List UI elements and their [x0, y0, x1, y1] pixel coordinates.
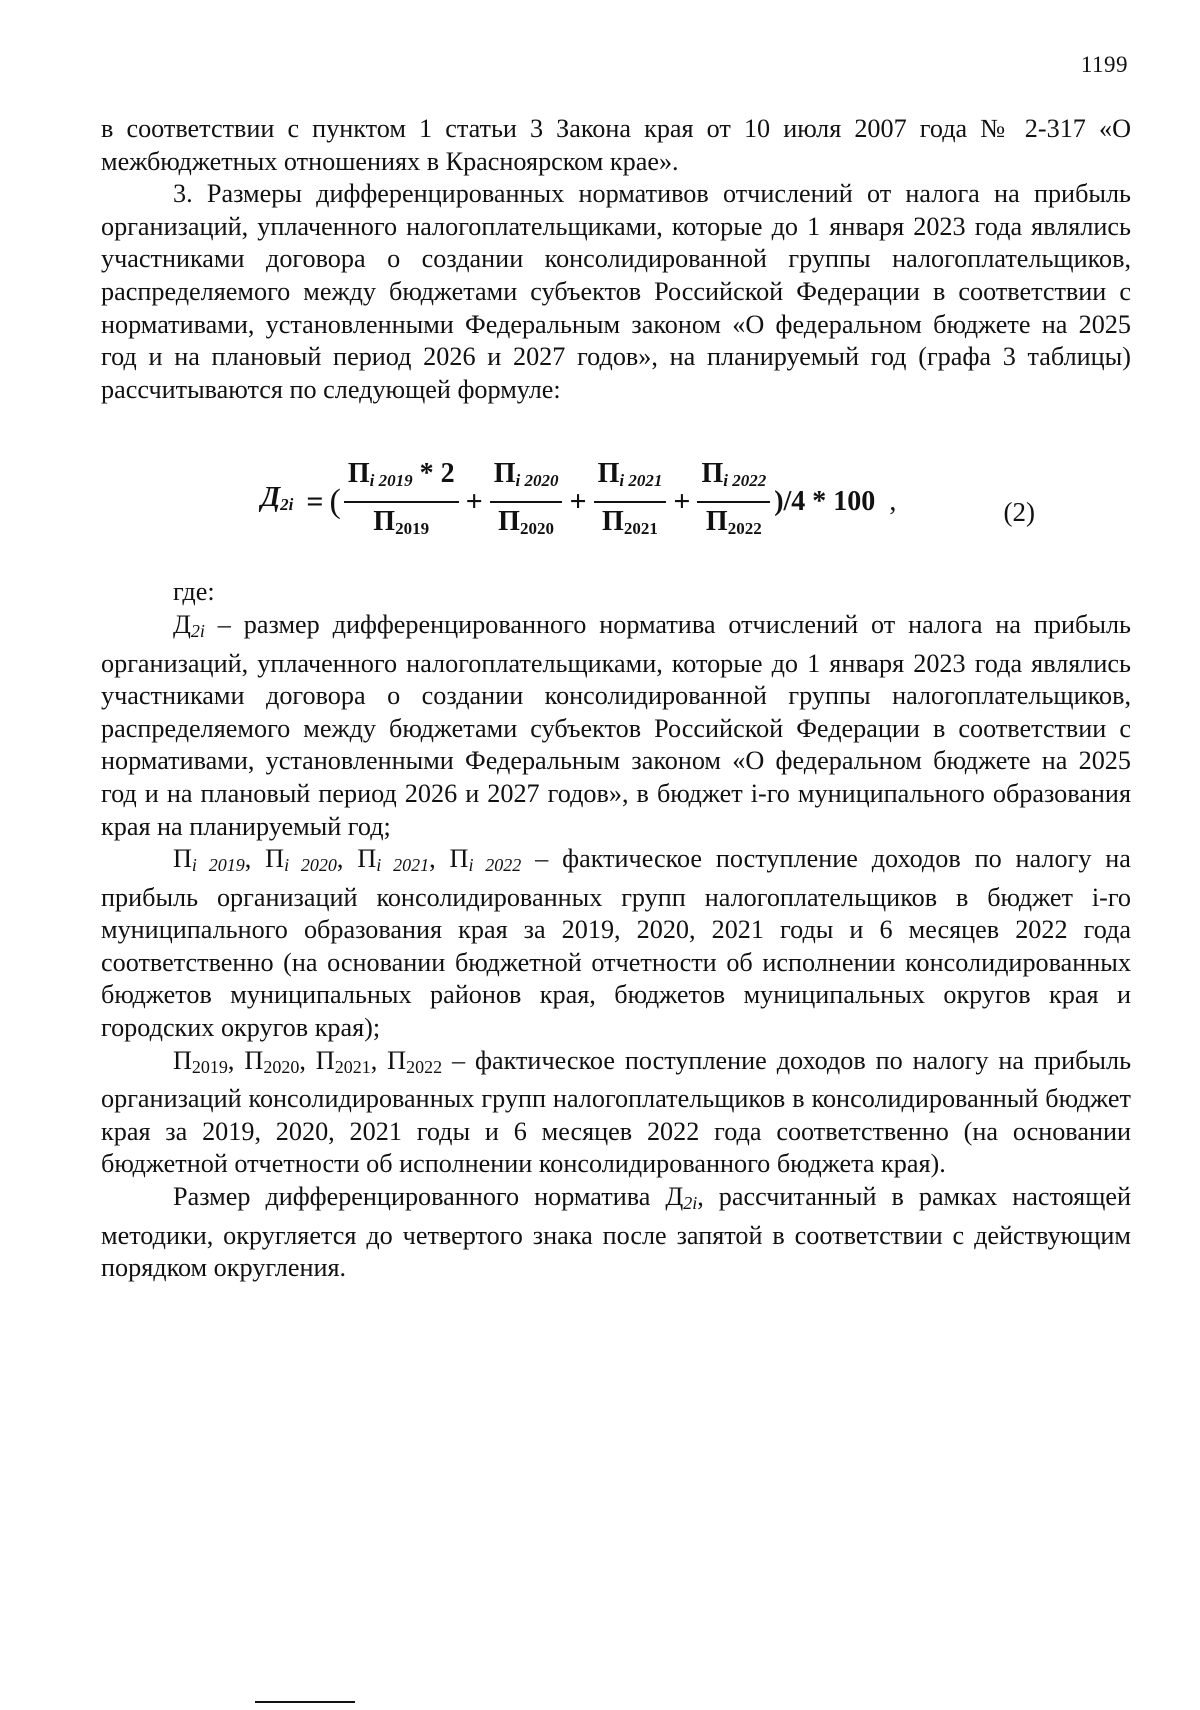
where-label: где: — [173, 577, 215, 607]
formula-open-paren: ( — [329, 482, 341, 520]
footnote-divider — [255, 1701, 355, 1703]
formula-comma: , — [889, 485, 897, 517]
formula-block — [101, 406, 1131, 576]
paragraph-law-reference: в соответствии с пунктом 1 статьи 3 Закона края от 10 июля 2007 года № 2-317 «О межбюджетных отношениях в Красноярском крае». — [101, 114, 1131, 176]
definition-d2i: Д2i – размер дифференцированного норматива отчислений от налога на прибыль организаций, уплаченного налогоплательщиками, которые до 1 января 2023 года являлись участниками договора о создании консолидированной группы налогоплательщиков, распределяемого между бюджетами субъектов Российской Федерации в соответствии с нормативами, установленными Федеральным законом «О федеральном бюджете на 2025 год и на плановый период 2026 и 2027 годов», в бюджет i-го муниципального образования края на планируемый год; — [101, 609, 1131, 841]
formula-tail: )/4 * 100 — [774, 485, 876, 517]
page-number: 1199 — [1080, 52, 1128, 77]
formula-plus: + — [465, 484, 483, 518]
formula-plus: + — [673, 484, 691, 518]
equation-number: (2) — [1003, 497, 1035, 528]
formula-fraction-2020: $\frac{П_{i 2020}}{П_{2020}}$ — [490, 458, 563, 545]
paragraph-3: 3. Размеры дифференцированных нормативов отчислений от налога на прибыль организаций, уплаченного налогоплательщиками, которые до 1 января 2023 года являлись участниками договора о создании консолидированной группы налогоплательщиков, распределяемого между бюджетами субъектов Российской Федерации в соответствии с нормативами, установленными Федеральным законом «О федеральном бюджете на 2025 год и на плановый период 2026 и 2027 годов», на планируемый год (графа 3 таблицы) рассчитываются по следующей формуле: — [101, 179, 1131, 404]
definition-p: П2019, П2020, П2021, П2022 – фактическое поступление доходов по налогу на прибыль организаций консолидированных групп налогоплательщиков в консолидированный бюджет края за 2019, 2020, 2021 годы и 6 месяцев 2022 года соответственно (на основании бюджетной отчетности об исполнении консолидированного бюджета края). — [101, 1045, 1132, 1179]
formula-fraction-2022: $\frac{П_{i 2022}}{П_{2022}}$ — [697, 458, 770, 545]
rounding-paragraph: Размер дифференцированного норматива Д2i, рассчитанный в рамках настоящей методики, округляется до четвертого знака после запятой в соответствии с действующим порядком округления. — [101, 1182, 1131, 1283]
formula-equals: = — [306, 484, 324, 518]
formula-fraction-2019: $\frac{П_{i 2019} * 2}{П_{2019}}$ — [344, 458, 459, 545]
formula-2 — [261, 458, 896, 545]
formula-lhs: $Д_{2i}$ — [261, 482, 294, 515]
formula-fraction-2021: $\frac{П_{i 2021}}{П_{2021}}$ — [594, 458, 667, 545]
document-body — [101, 113, 1131, 1285]
formula-plus: + — [569, 484, 587, 518]
definition-pi: Пi 2019, Пi 2020, Пi 2021, Пi 2022 – фактическое поступление доходов по налогу на прибыль организаций консолидированных групп налогоплательщиков в бюджет i-го муниципального образования края за 2019, 2020, 2021 годы и 6 месяцев 2022 года соответственно (на основании бюджетной отчетности об исполнении консолидированных бюджетов муниципальных районов края, бюджетов муниципальных округов края и городских округов края); — [101, 844, 1131, 1043]
